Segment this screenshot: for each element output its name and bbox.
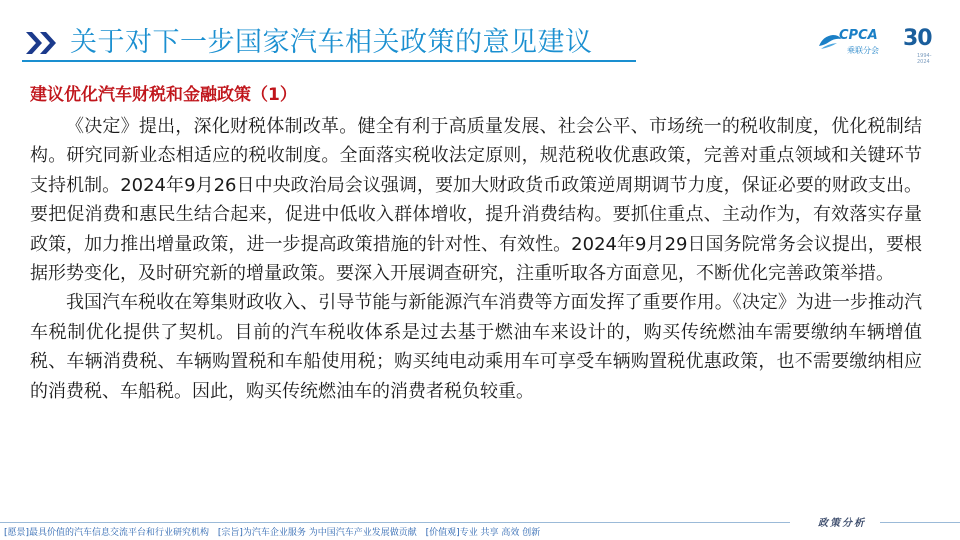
- double-chevron-icon: [24, 30, 64, 56]
- paragraph: 我国汽车税收在筹集财政收入、引导节能与新能源汽车消费等方面发挥了重要作用。《决定》为进一步推动汽车税制优化提供了契机。目前的汽车税收体系是过去基于燃油车来设计的，购买传统燃油车需要缴纳车辆增值税、车辆消费税、车辆购置税和车船使用税；购买纯电动乘用车可享受车辆购置税优惠政策，也不需要缴纳相应的消费税、车船税。因此，购买传统燃油车的消费者税负较重。: [30, 292, 922, 402]
- footer-divider: [0, 522, 790, 523]
- body-text: [30, 112, 922, 406]
- footer-motto: [4, 525, 546, 538]
- page-title: 关于对下一步国家汽车相关政策的意见建议: [70, 27, 593, 58]
- footer-section-label: 政策分析: [818, 518, 866, 529]
- paragraph: 《决定》提出，深化财税体制改革。健全有利于高质量发展、社会公平、市场统一的税收制度，优化税制结构。研究同新业态相适应的税收制度。全面落实税收法定原则，规范税收优惠政策，完善对重点领域和关键环节支持机制。2024年9月26日中央政治局会议强调，要加大财政货币政策逆周期调节力度，保证必要的财政支出。要把促消费和惠民生结合起来，促进中低收入群体增收，提升消费结构。要抓住重点、主动作为，有效落实存量政策，加力推出增量政策，进一步提高政策措施的针对性、有效性。2024年9月29日国务院常务会议提出，要根据形势变化，及时研究新的增量政策。要深入开展调查研究，注重听取各方面意见，不断优化完善政策举措。: [30, 116, 922, 285]
- logo-subname: 乘联分会: [847, 46, 879, 55]
- section-subtitle: 建议优化汽车财税和金融政策（1）: [30, 85, 297, 105]
- cpca-logo: [817, 26, 937, 65]
- slide-footer: [0, 512, 960, 540]
- footer-divider: [880, 522, 960, 523]
- footer-purpose: [宗旨]为汽车企业服务 为中国汽车产业发展做贡献: [217, 528, 417, 538]
- anniversary-mark: 30: [903, 26, 932, 51]
- slide-header: [0, 0, 960, 70]
- footer-vision: [愿景]最具价值的汽车信息交流平台和行业研究机构: [4, 528, 210, 538]
- logo-wordmark: CPCA: [839, 28, 878, 43]
- footer-values: [价值观]专业 共享 高效 创新: [425, 528, 541, 538]
- title-underline: [22, 60, 636, 62]
- anniversary-years: 1994-2024: [917, 53, 932, 65]
